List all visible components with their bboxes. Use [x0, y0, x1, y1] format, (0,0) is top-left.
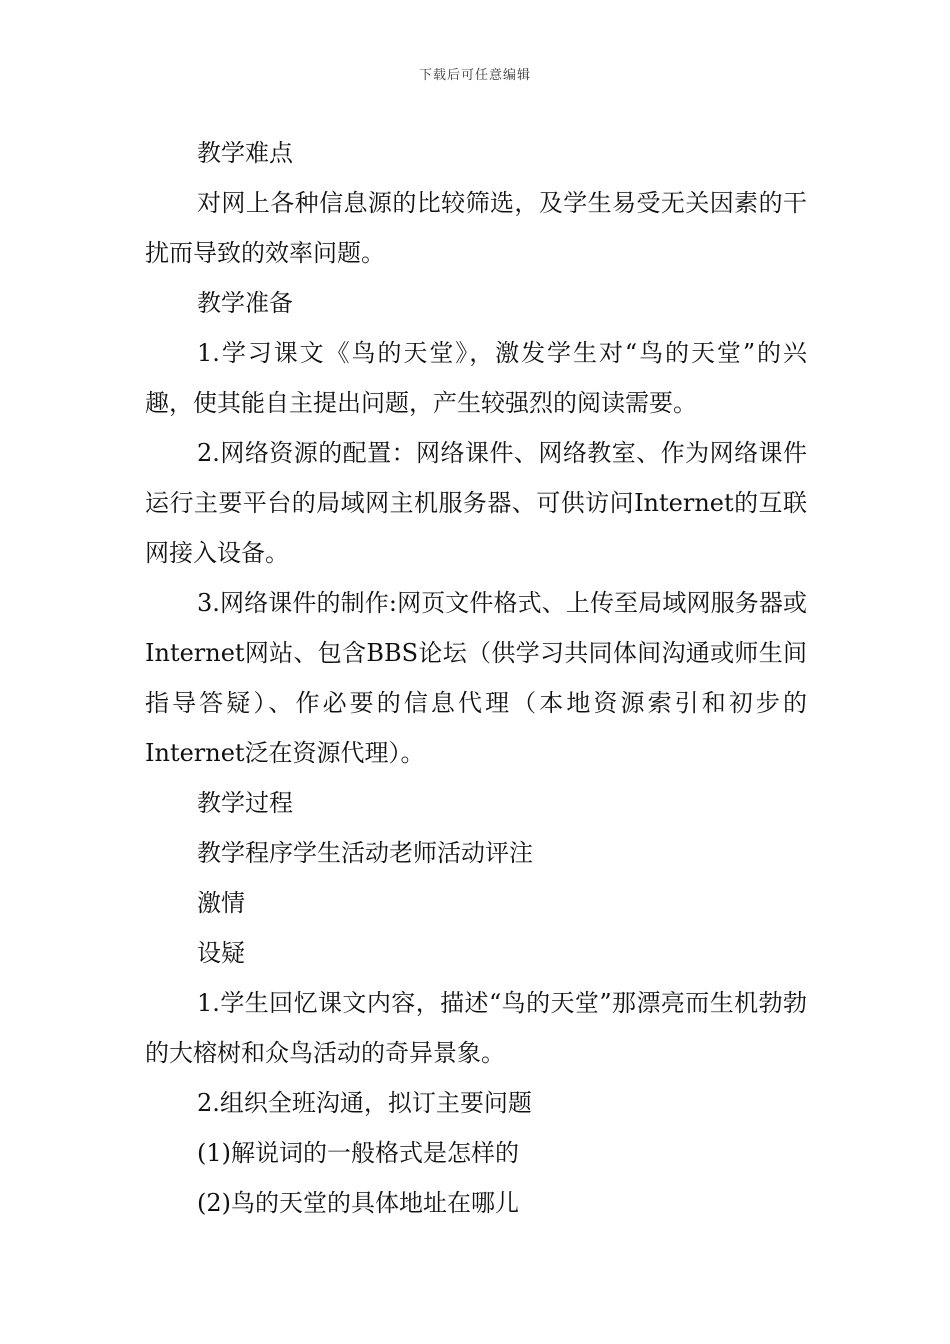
- paragraph-preparation-3: 3.网络课件的制作:网页文件格式、上传至局域网服务器或Internet网站、包含BBS论坛（供学习共同体间沟通或师生间指导答疑）、作必要的信息代理（本地资源索引和初步的Internet泛在资源代理）。: [145, 589, 807, 767]
- paragraph-step-1: 1.学生回忆课文内容，描述“鸟的天堂”那漂亮而生机勃勃的大榕树和众鸟活动的奇异景象。: [145, 989, 807, 1067]
- paragraph-preparation-2: 2.网络资源的配置：网络课件、网络教室、作为网络课件运行主要平台的局域网主机服务器、可供访问Internet的互联网接入设备。: [145, 439, 807, 567]
- heading-teaching-preparation: 教学准备: [197, 289, 293, 317]
- document-body: [145, 128, 807, 1228]
- paragraph-difficulty-text: 对网上各种信息源的比较筛选，及学生易受无关因素的干扰而导致的效率问题。: [145, 189, 807, 267]
- paragraph-stage-1: 激情: [197, 889, 245, 917]
- paragraph-preparation-1: 1.学习课文《鸟的天堂》，激发学生对“鸟的天堂”的兴趣，使其能自主提出问题，产生较强烈的阅读需要。: [145, 339, 807, 417]
- paragraph-question-1: (1)解说词的一般格式是怎样的: [197, 1139, 519, 1167]
- paragraph-step-2: 2.组织全班沟通，拟订主要问题: [197, 1089, 532, 1117]
- paragraph-stage-2: 设疑: [197, 939, 245, 967]
- heading-teaching-difficulty: 教学难点: [197, 139, 293, 167]
- paragraph-question-2: (2)鸟的天堂的具体地址在哪儿: [197, 1189, 519, 1217]
- paragraph-process-columns: 教学程序学生活动老师活动评注: [197, 839, 533, 867]
- page-header: 下载后可任意编辑: [418, 68, 531, 83]
- heading-teaching-process: 教学过程: [197, 789, 293, 817]
